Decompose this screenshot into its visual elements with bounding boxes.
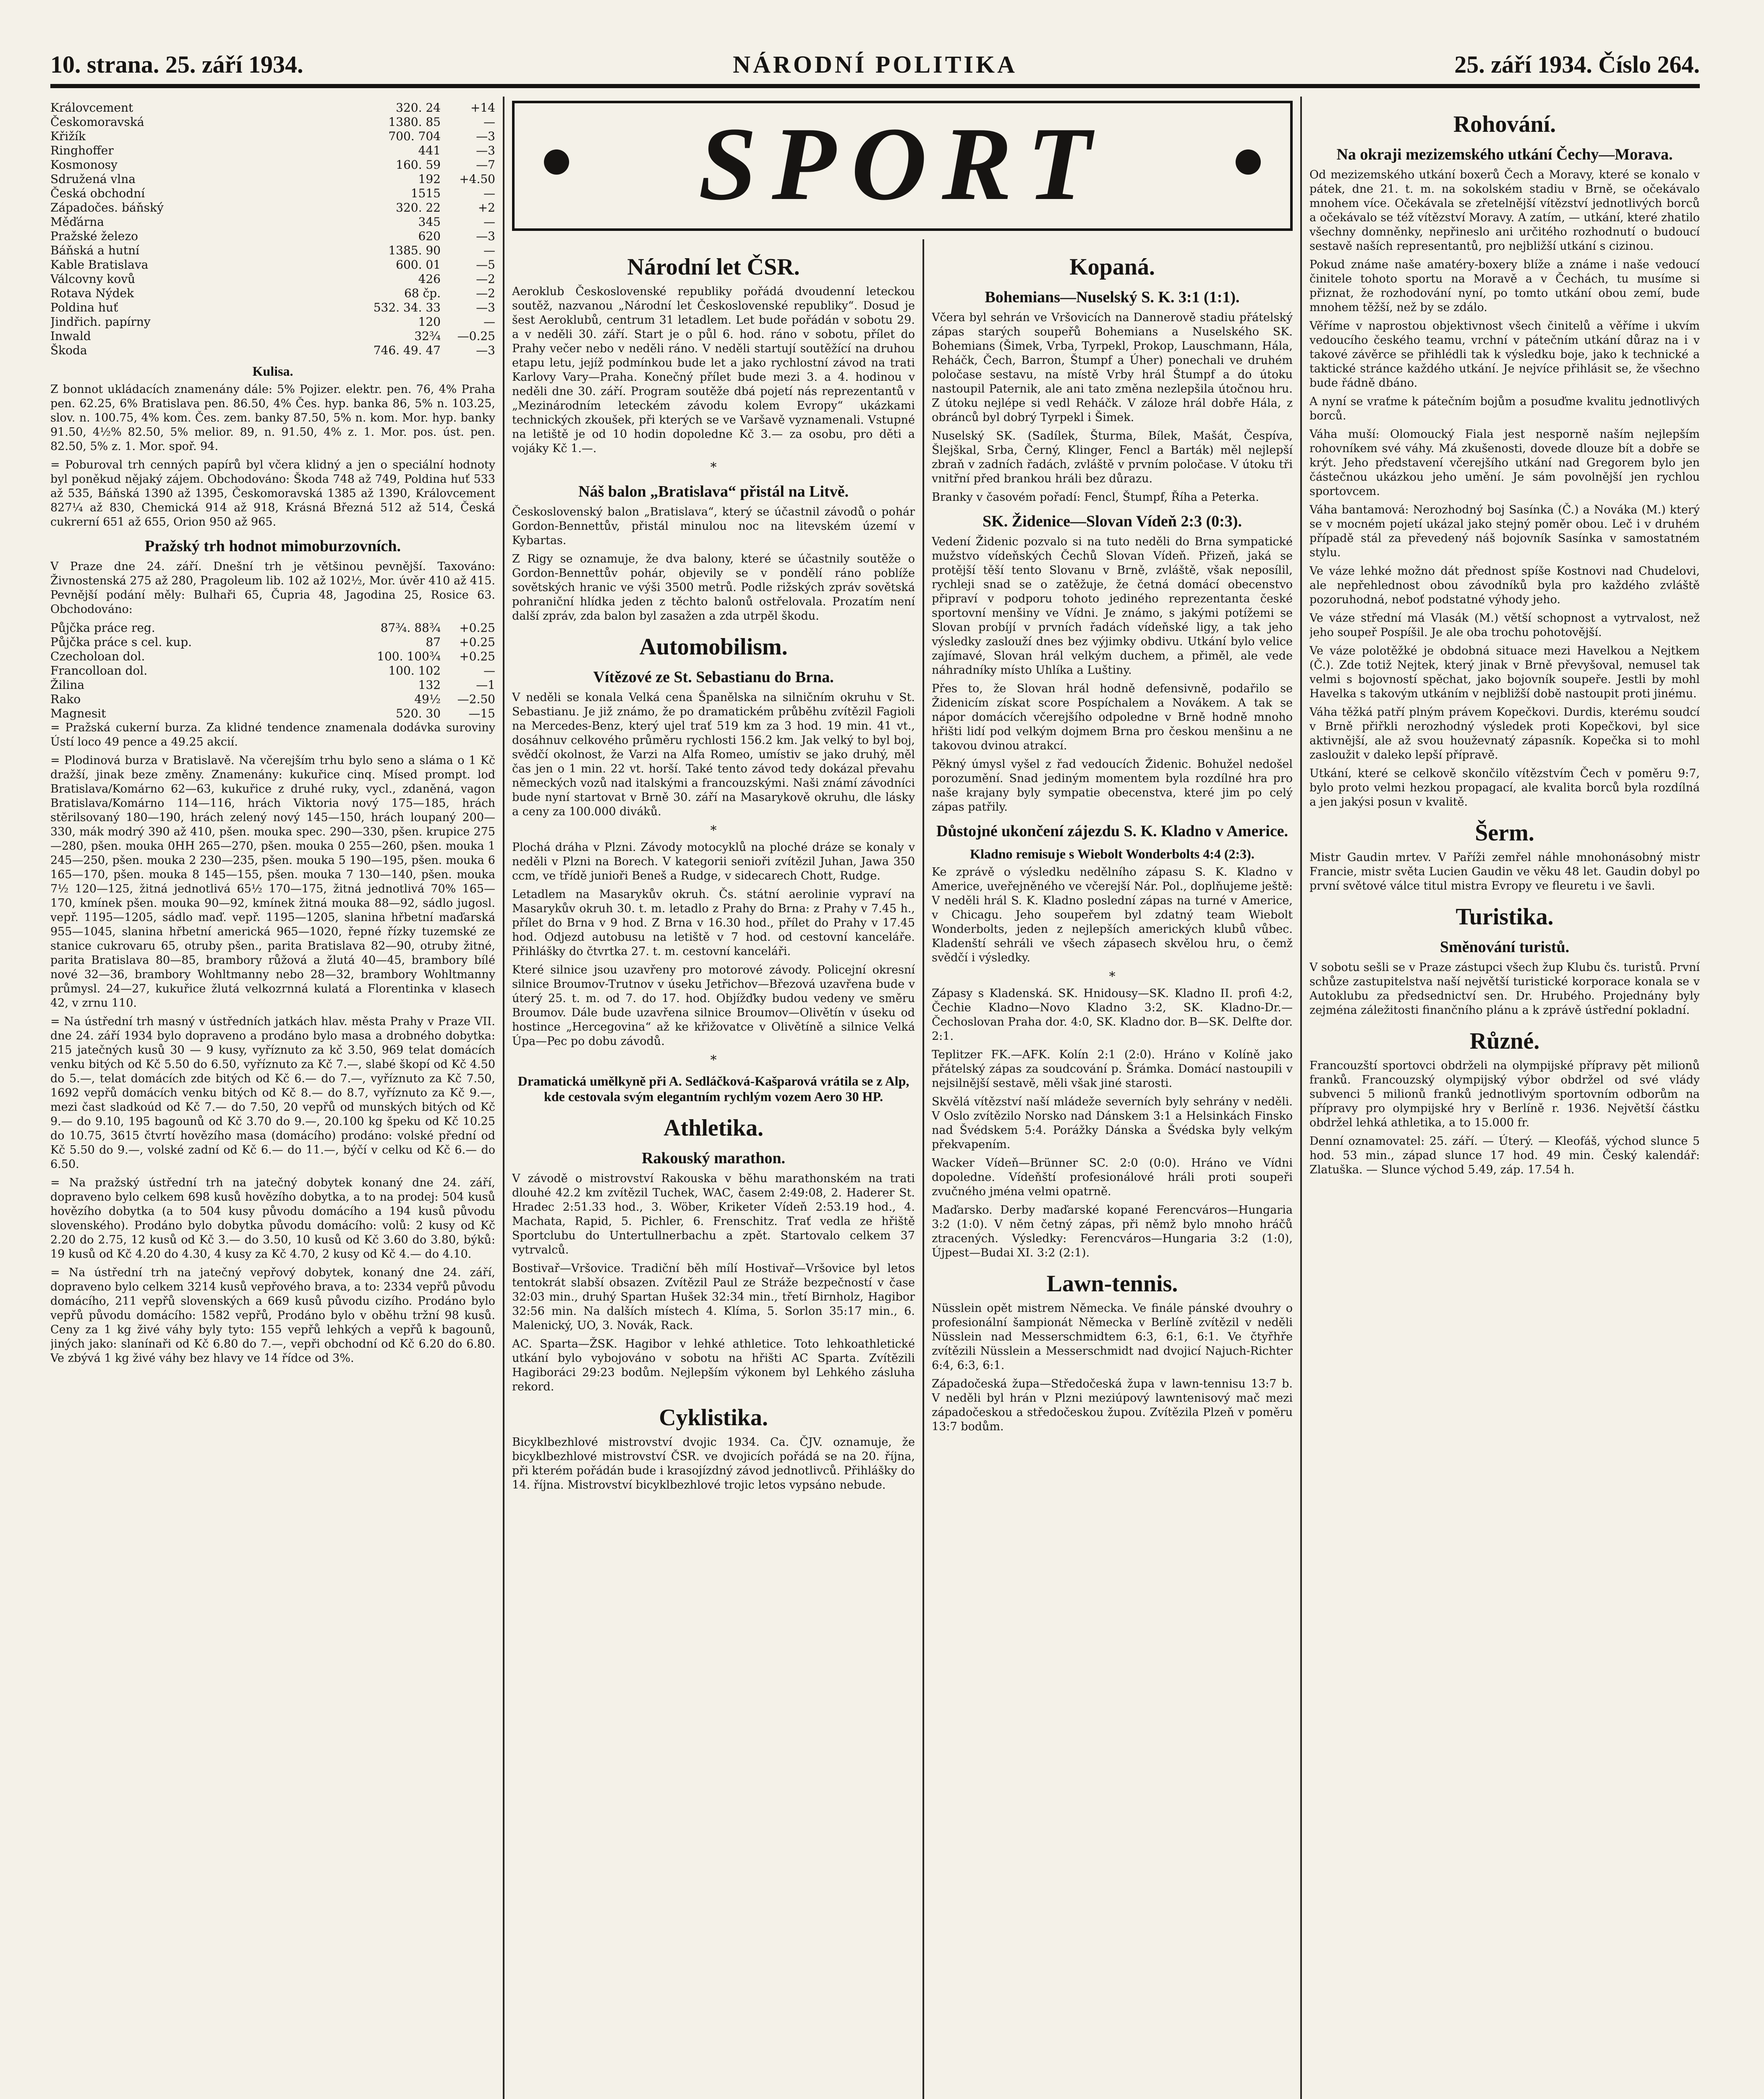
stock-change: — [483, 243, 495, 257]
stock-value: 160. 59 [396, 158, 441, 172]
stock-change: — [483, 186, 495, 200]
stock-change: +0.25 [459, 649, 495, 663]
table-row [50, 692, 495, 707]
stock-value: 120 [418, 315, 441, 329]
stock-change: +0.25 [459, 635, 495, 649]
article-paragraph: Váha bantamová: Nerozhodný boj Sasínka (Č.) a Nováka (M.) který se v mocném pojetí ukázal jako stejný poměr obou. Leč i v druhém případě stál za převedený náš bojovník Sasínka v samostatném stylu. [1309, 503, 1700, 559]
article-headline: Bohemians—Nuselský S. K. 3:1 (1:1). [985, 288, 1240, 306]
article-paragraph: V neděli se konala Velká cena Španělska na silničním okruhu v St. Sebastianu. Je již známo, že po dramatickém průběhu zvítězil Fagioli na Mercedes-Benz, který ujel trať 519 km za 3 hod. 19 min. 41 vt., dosáhnuv celkového průměru rychlosti 156.2 km. Jak velký to byl boj, svědčí okolnost, že Varzi na Alfa Romeo, umístiv se jako druhý, měl čas jen o 1 min. 22 vt. horší. Také tento závod tedy dokázal převahu německých vozů nad italskými a francouzskými. Naši známí závodníci bude nyní startovat v Brně 30. září na Masarykově okruhu, dle lásky a ceny za 100.000 diváků. [512, 691, 915, 818]
article-paragraph: Aeroklub Československé republiky pořádá dvoudenní leteckou soutěž, nazvanou „Národní let Československé republiky“. Dosud je šest Aeroklubů, centrum 31 letadlem. Let bude pořádán v sobotu 29. a v neděli 30. září. Start je o půl 6. hod. ráno v sobotu, přílet do Prahy večer nebo v neděli ráno. V neděli startují soutěžící na druhou etapu letu, jejíž podmínkou bude let a jako rychlostní závod na trati Karlovy Vary—Praha. Konečný přílet bude mezi 3. a 4. hodinou v neděli dne 30. září. Program soutěže dbá pojetí nás reprezentantů v „Mezinárodním leteckém závodu kolem Evropy“ ukázkami technických zkoušek, při kterých se ve Varšavě vyznamenali. Vstupné na letiště je od 10 hodin dopoledne Kč 3.— za osobu, pro děti a vojáky Kč 1.—. [512, 285, 915, 455]
article-paragraph: Váha těžká patří plným právem Kopečkovi. Durdis, kterému soudcí v Brně přiřkli nerozhodný výsledek proti Kopečkovi, byl sice aktivnější, ale až svou houževnatý zápasník. Kopečka si to mohl zasloužit v daleko lepší přípravě. [1309, 706, 1700, 762]
table-row [50, 649, 495, 664]
article-headline: Vítězové ze St. Sebastianu do Brna. [593, 668, 834, 686]
bullet-icon [544, 149, 569, 175]
stock-change: —1 [476, 678, 495, 692]
article-paragraph: Z bonnot ukládacích znamenány dále: 5% Pojizer. elektr. pen. 76, 4% Praha pen. 62.25, 6% Bratislava pen. 86.50, 4% Čes. hyp. banka 86, 5% n. 103.25, slov. n. 100.75, 4% kom. Čes. zem. banky 87.50, 5% n. kom. Mor. hyp. banky 91.50, 4½% 82.50, 5% melior. 89, n. 91.50, 4% z. 1. Mor. pos. úst. pen. 82.50, 5% z. 1. Mor. spoř. 94. [50, 383, 495, 453]
article-paragraph: Ve váze lehké možno dát přednost spíše Kostnovi nad Chudelovi, ale nepřehlednost obou závodníků byla pro každého zvláště pozoruhodná, neboť podstatné výhody jeho. [1309, 565, 1700, 606]
article-paragraph: Branky v časovém pořadí: Fencl, Štumpf, Říha a Peterka. [932, 491, 1259, 504]
article-headline: Směnování turistů. [1440, 938, 1570, 956]
stock-change: +4.50 [459, 172, 495, 186]
table-row [50, 664, 495, 678]
column-rule [1300, 97, 1302, 2099]
masthead [50, 46, 1700, 88]
stock-change: — [483, 115, 495, 129]
section-heading: Šerm. [1475, 820, 1534, 846]
stock-value: 192 [418, 172, 441, 186]
column-rule [503, 97, 504, 2099]
table-row [50, 286, 495, 301]
table-row [50, 158, 495, 172]
article-paragraph: Ke zprávě o výsledku nedělního zápasu S. K. Kladno v Americe, uveřejněného ve včerejší Nár. Pol., doplňujeme ještě: V neděli hrál S. K. Kladno poslední zápas na turné v Americe, v Chicagu. Jeho soupeřem byl zdatný team Wiebolt Wonderbolts, jeden z nejlepších amerických klubů vůbec. Kladenští sehráli ve všech zápasech skvělou hru, o čemž svědčí i výsledky. [932, 866, 1293, 964]
section-heading: Rohování. [1453, 111, 1556, 137]
newspaper-title: NÁRODNÍ POLITIKA [733, 51, 1017, 78]
article-paragraph: Francouzští sportovci obdrželi na olympijské přípravy pět milionů franků. Francouzský olympijský výbor obdržel od své vlády subvenci 5 milionů franků jednotlivým sportovním odborům na přípravy pro olympijské hry v Berlíně r. 1936. Největší částku obdržel lehká athletika, a to 15.000 fr. [1309, 1059, 1700, 1129]
article-paragraph: Plochá dráha v Plzni. Závody motocyklů na ploché dráze se konaly v neděli v Plzni na Borech. V kategorii senioři zvítězil Juhan, Jawa 350 ccm, ve třídě junioři Beneš a Rudge, v sidecarech Chott, Rudge. [512, 841, 915, 882]
article-subheadline: Kladno remisuje s Wiebolt Wonderbolts 4:4 (2:3). [970, 846, 1254, 861]
stock-change: —3 [476, 301, 495, 314]
stock-name: Půjčka práce s cel. kup. [50, 635, 192, 649]
article-paragraph: V sobotu sešli se v Praze zástupci všech žup Klubu čs. turistů. První schůze zastupitelstva naší největší turistické korporace konala se v Autoklubu za předsednictví sen. Dr. Hrubého. Projednány byly zejména záležitosti finančního plánu a k zprávě ústřední pokladní. [1309, 961, 1700, 1017]
article-paragraph: Ve váze střední má Vlasák (M.) větší schopnost a vytrvalost, než jeho soupeř Pospíšil. Je ale oba trochu pohotovější. [1309, 612, 1700, 639]
article-headline: Národní let ČSR. [627, 254, 800, 280]
stock-value: 100. 102 [388, 664, 441, 678]
article-paragraph: = Poburoval trh cenných papírů byl včera klidný a jen o speciální hodnoty byl poněkud nějaký zájem. Obchodováno: Škoda 748 až 749, Poldina huť 533 až 535, Báňská 1390 až 1395, Českomoravská 1385 až 1390, Královcement 827¼ až 830, Chemická 914 až 918, Krásná Březná 512 až 514, Česká cukrerní 651 až 655, Orion 950 až 965. [50, 458, 495, 529]
section-heading: Lawn-tennis. [1046, 1271, 1178, 1297]
article-paragraph: Ve váze polotěžké je obdobná situace mezi Havelkou a Nejtkem (Č.). Zde totiž Nejtek, který jinak v Brně převyšoval, nemusel tak velmi s bojovností spěchat, jako bojovník soupeře. Jestli by mohl Havelka s takovým utkáním v nejbližší době nastoupit proti jinému. [1309, 644, 1700, 700]
stock-change: —7 [476, 158, 495, 172]
stock-change: —2 [476, 272, 495, 286]
table-row [50, 115, 495, 129]
table-row [50, 201, 495, 215]
stock-name: Sdružená vlna [50, 172, 136, 186]
article-headline: SK. Židenice—Slovan Vídeň 2:3 (0:3). [983, 513, 1242, 530]
stock-value: 87¾. 88¾ [380, 621, 441, 635]
article-headline: Dramatická umělkyně při A. Sedláčková-Kašparová vrátila se z Alp, kde cestovala svým elegantním rychlým vozem Aero 30 HP. [517, 1073, 909, 1104]
table-row [50, 301, 495, 315]
stock-value: 700. 704 [388, 129, 441, 143]
article-paragraph: A nyní se vraťme k pátečním bojům a posuďme kvalitu jednotlivých borců. [1309, 395, 1700, 422]
table-row [50, 129, 495, 144]
article-paragraph: = Na pražský ústřední trh na jatečný dobytek konaný dne 24. září, dopraveno bylo celkem 698 kusů hovězího dobytka, a to na prodej: 504 kusů hovězího dobytka (a to 504 kusy původu domácího a 194 kusů původu slovenského). Prodáno bylo dobytka původu domácího: volů: 2 kusy od Kč 2.20 do 2.75, 12 kusů od Kč 3.— do 3.50, 10 kusů od Kč 3.60 do 3.80, býků: 19 kusů od Kč 4.20 do 4.30, 4 kusy za Kč 4.70, 2 kusy od Kč 4.— do 4.10. [50, 1176, 495, 1261]
stock-name: Královcement [50, 101, 133, 115]
stock-value: 100. 100¾ [377, 649, 441, 663]
stock-change: +0.25 [459, 621, 495, 635]
article-paragraph: Nüsslein opět mistrem Německa. Ve finále pánské dvouhry o profesionální šampionát Německa v Berlíně zvítězil v neděli Nüsslein nad Messerschmidtem 6:3, 6:1, 6:1. Ve čtyřhře zvítězili Nüsslein a Messerschmidt nad dvojicí Najuch-Richter 6:4, 6:3, 6:1. [932, 1302, 1293, 1372]
stock-change: —3 [476, 144, 495, 157]
stock-value: 1380. 85 [388, 115, 441, 129]
article-paragraph: Věříme v naprostou objektivnost všech činitelů a věříme i ukvím vedoucího českého teamu, vrchní v pátečním utkání důraz na i v takové závěrce se přihlédli tak k výsledku boje, jako k technické a taktické stránce každého utkání. Je nejvíce přihlásit se, že všechno bude řádně dbáno. [1309, 319, 1700, 390]
stock-name: Pražské železo [50, 229, 138, 243]
article-paragraph: AC. Sparta—ŽSK. Hagibor v lehké athletice. Toto lehkoathletické utkání bylo vybojováno v sobotu na hřišti AC Sparta. Zvítězili Hagiboráci 29:23 bodům. Nejlepším výkonem byl Lehkého zásluha rekord. [512, 1337, 915, 1393]
section-heading: Athletika. [664, 1115, 763, 1141]
article-paragraph: = Plodinová burza v Bratislavě. Na včerejším trhu bylo seno a sláma o 1 Kč dražší, jinak beze změny. Znamenány: kukuřice cinq. Mísed prompt. loď Bratislava/Komárno 62—63, kukuřice z druhé ruky, vycl., zdaněná, vagon Bratislava/Komárno 114—116, hrách Viktoria nový 175—185, hrách stěrilsovaný 180—190, hrách zelený nový 145—150, hrách loupaný 200—330, mák modrý 390 až 410, pšen. mouka spec. 290—330, pšen. krupice 275—280, pšen. mouka 0HH 265—270, pšen. mouka 0 255—260, pšen. mouka 1 245—250, pšen. mouka 2 230—235, pšen. mouka 5 190—195, pšen. mouka 6 165—170, pšen. mouka 8 145—155, pšen. mouka 7 130—140, pšen. mouka 7½ 120—125, žitná jednotlivá 65½ 170—175, žitná jednotlivá 70% 165—170, kmínek pšen. mouka 90—92, kmínek žitná mouka 88—92, sádlo jugosl. vepř. 1195—1205, sádlo maď. vepř. 1195—1205, slanina hřbetní maďarská 955—1045, slanina hřbetní americká 965—1020, řepné řízky tuzemské ze stanice cukrovaru 65, otruby pšen., parita Bratislava 82—90, otruby žitné, parita Bratislava 80—85, brambory růžová a žlutá 40—45, brambory bílé nové 32—36, brambory Wohltmanny nebo 28—32, brambory Wohltmanny průmysl. 24—27, kukuřice žlutá velkozrnná kulatá a Florentinka v klasech 42, v zrnu 110. [50, 754, 495, 1010]
table-row [50, 243, 495, 258]
table-row [50, 172, 495, 186]
table-row [50, 229, 495, 243]
article-paragraph: Československý balon „Bratislava“, který se účastnil závodů o pohár Gordon-Bennettův, přistál minulou noc na litevském území v Kybartas. [512, 505, 915, 547]
stock-name: Inwald [50, 329, 91, 343]
article-paragraph: Maďarsko. Derby maďarské kopané Ferencváros—Hungaria 3:2 (1:0). V něm četný zápas, při němž bylo mnoho hráčů ztracených. Výsledky: Ferencváros—Hungaria 3:2 (1:0), Újpest—Budai XI. 3:2 (2:1). [932, 1204, 1293, 1259]
article-headline: Náš balon „Bratislava“ přistál na Litvě. [578, 483, 849, 500]
stock-name: Půjčka práce reg. [50, 621, 155, 635]
stock-name: Rotava Nýdek [50, 286, 134, 300]
article-paragraph: Bicyklbezhlové mistrovství dvojic 1934. Ca. ČJV. oznamuje, že bicyklbezhlové mistrovství ČSR. ve dvojicích pořádá se na 20. října, při kterém pořádán bude i krasojízdný závod jednotlivců. Přihlášky do 14. října. Mistrovství bicyklbezhlové trojic letos vypsáno nebude. [512, 1436, 915, 1492]
stock-change: —3 [476, 343, 495, 357]
article-paragraph: Utkání, které se celkově skončilo vítězstvím Čech v poměru 9:7, bylo proto velmi hezkou propagací, ale kvalita borců byla rozdílná a jen jakýsi posun v kvalitě. [1309, 767, 1700, 809]
stock-name: Czecholoan dol. [50, 649, 145, 663]
table-row [50, 621, 495, 635]
stock-name: Česká obchodní [50, 186, 145, 200]
stock-change: — [483, 664, 495, 678]
article-paragraph: Západočeská župa—Středočeská župa v lawn-tennisu 13:7 b. V neděli byl hrán v Plzni meziúpový lawntenisový mač mezi západočeskou a středočeskou župou. Zvítězila Plzeň v poměru 13:7 bodům. [932, 1377, 1293, 1433]
article-paragraph: Které silnice jsou uzavřeny pro motorové závody. Policejní okresní silnice Broumov-Trutnov v úseku Jetřichov—Březová uzavřena bude v úterý 25. t. m. od 7. do 17. hod. Objížďky budou vedeny ve směru Broumov. Dále bude uzavřena silnice Broumov—Olivětín v úseku od hostince „Hercegovina“ až ke křižovatce v Olivětíně a silnice Velká Úpa—Pec po dobu závodů. [512, 963, 915, 1048]
article-paragraph: Nuselský SK. (Sadílek, Šturma, Bílek, Mašát, Čespíva, Šlejškal, Srba, Černý, Klinger, Fencl a Barták) měl nejlepší zbraň v zadních řadách, zvláště v prvním poločase. V útoku tři vnitřní před brankou hráli bez důrazu. [932, 429, 1293, 485]
stock-value: 520. 30 [396, 707, 441, 720]
article-paragraph: Pokud známe naše amatéry-boxery blíže a známe i naše vedoucí činitele tohoto sportu na Moravě a v Čechách, tu musíme si přiznat, že rozhodování nyní, po tomto utkání obou zemí, bude mnohem těžší, než by se zdálo. [1309, 258, 1700, 314]
article-paragraph: Přes to, že Slovan hrál hodně defensivně, podařilo se Židenicím získat score Pospíchalem a Novákem. A tak se nápor domácích včerejšího odpoledne v Brně hodně mnoho hřišti lidí pod velkým dojmem Brna pro českou menšinu a ne takovou dvinou atrakcí. [932, 682, 1293, 752]
stock-name: Magnesit [50, 707, 106, 720]
article-paragraph: Teplitzer FK.—AFK. Kolín 2:1 (2:0). Hráno v Kolíně jako přátelský zápas za soudcování p. Šrámka. Domácí nastoupili v nejsilnější sestavě, měli však jiné starosti. [932, 1048, 1293, 1090]
stock-change: — [483, 215, 495, 229]
table-row [50, 272, 495, 286]
article-paragraph: Vedení Židenic pozvalo si na tuto neděli do Brna sympatické mužstvo vídeňských Čechů Slovan Vídeň. Přizeň, jaká se protější těší tento Slovanu v Brně, zvláště, však neposílil, rychleji snad se o zatěžuje, že četná domácí obecenstvo připraví v podporu tohoto jediného reprezentanta české sportovní menšiny ve Vídni. Je známo, s jakými potížemi se Slovan probíjí v prvních řadách vídeňské ligy, a tak jeho výsledky zaslouží dnes bez výjimky obdivu. Utkání bylo velice zajímavé, Slovan hrál velkým duchem, a přiměl, ale vede náhradníky místo Uhlíka a Luštiny. [932, 535, 1293, 677]
sport-column-aviation: Národní let ČSR. Aeroklub Československé republiky pořádá dvoudenní leteckou soutěž, nazvanou „Národní let Československé republiky“. Dosud je šest Aeroklubů, centrum 31 letadlem. Let bude pořádán v sobotu 29. a v neděli 30. září. Start je o půl 6. hod. ráno v sobotu, přílet do Prahy večer nebo v neděli ráno. V neděli startují soutěžící na druhou etapu letu, jejíž podmínkou bude let a jako rychlostní závod na trati Karlovy Vary—Praha. Konečný přílet bude mezi 3. a 4. hodinou v neděli dne 30. září. Program soutěže dbá pojetí nás reprezentantů v „Mezinárodním leteckém závodu kolem Evropy“ ukázkami technických zkoušek, při kterých se ve Varšavě vyznamenali. Vstupné na letiště je od 10 hodin dopoledne Kč 3.— za osobu, pro děti a vojáky Kč 1.—. * Náš balon „Bratislava“ přistál na Litvě. Československý balon „Bratislava“, který se účastnil závodů o pohár Gordon-Bennettův, přistál minulou noc na litevském území v Kybartas. Z Rigy se oznamuje, že dva balony, které se účastnily soutěže o Gordon-Bennettův pohár, objevily se v pondělí ráno poblíže sovětských hranic ve výši 3500 metrů. Podle rižských zpráv sovětská pohraniční hlídka jeden z těchto balonů ostřelovala. Prozatím není další zpráv, zda balon byl zasažen a zda utrpěl škodu. Automobilism. Vítězové ze St. Sebastianu do Brna. V neděli se konala Velká cena Španělska na silničním okruhu v St. Sebastianu. Je již známo, že po dramatickém průběhu zvítězil Fagioli na Mercedes-Benz, který ujel trať 519 km za 3 hod. 19 min. 41 vt., dosáhnuv celkového průměru rychlosti 156.2 km. Jak velký to byl boj, svědčí okolnost, že Varzi na Alfa Romeo, umístiv se jako druhý, měl čas jen o 1 min. 22 vt. horší. Také tento závod tedy dokázal převahu německých vozů nad italskými a francouzskými. Naši známí závodníci bude nyní startovat v Brně 30. září na Masarykově okruhu, dle lásky a ceny za 100.000 diváků. * Plochá dráha v Plzni. Závody motocyklů na ploché dráze se konaly v neděli v Plzni na Borech. V kategorii senioři zvítězil Juhan, Jawa 350 ccm, ve třídě junioři Beneš a Rudge, v sidecarech Chott, Rudge. Letadlem na Masarykův okruh. Čs. státní aerolinie vypraví na Masarykův okruh 30. t. m. letadlo z Prahy do Brna: z Prahy v 7.45 h., přílet do Brna v 9 hod. Z Brna v 16.30 hod., přílet do Prahy v 17.45 hod. Odjezd autobusu na letiště v 7 hod. od cestovní kanceláře. Přihlášky do čtvrtka 27. t. m. cestovní kanceláři. Které silnice jsou uzavřeny pro motorové závody. Policejní okresní silnice Broumov-Trutnov v úseku Jetřichov—Březová uzavřena bude v úterý 25. t. m. od 7. do 17. hod. Objížďky budou vedeny ve směru Broumov. Dále bude uzavřena silnice Broumov—Olivětín v úseku od hostince „Hercegovina“ až ke křižovatce v Olivětíně a silnice Velká Úpa—Pec po dobu závodů. * Dramatická umělkyně při A. Sedláčková-Kašparová vrátila se z Alp, kde cestovala svým elegantním rychlým vozem Aero 30 HP. Athletika. Rakouský marathon. V závodě o mistrovství Rakouska v běhu marathonském na trati dlouhé 42.2 km zvítězil Tuchek, WAC, časem 2:49:08, 2. Haderer St. Hradec 2:51.33 hod., 3. Wöber, Kriketer Vídeň 2:53.19 hod., 4. Machata, Rapid, 5. Pichler, 6. Frenschitz. Trať vedla ze hřiště Sportclubu do Untertullnerbachu a zpět. Startovalo celkem 37 vytrvalců. Bostivař—Vršovice. Tradiční běh mílí Hostivař—Vršovice byl letos tentokrát slabší obsazen. Zvítězil Paul ze Stráže bezpečností v čase 32:03 min., druhý Spartan Hušek 32:34 min., třetí Birnholz, Hagibor 32:56 min. Na dalších místech 4. Klíma, 5. Sorlon 35:17 min., 6. Malenický, UO, 3. Novák, Rack. AC. Sparta—ŽSK. Hagibor v lehké athletice. Toto lehkoathletické utkání bylo vybojováno v sobotu na hřišti AC Sparta. Zvítězili Hagiboráci 29:23 bodům. Nejlepším výkonem byl Lehkého zásluha rekord. Cyklistika. Bicyklbezhlové mistrovství dvojic 1934. Ca. ČJV. oznamuje, že bicyklbezhlové mistrovství ČSR. ve dvojicích pořádá se na 20. října, při kterém pořádán bude i krasojízdný závod jednotlivců. Přihlášky do 14. října. Mistrovství bicyklbezhlové trojic letos vypsáno nebude. [512, 254, 915, 1492]
article-paragraph: Pěkný úmysl vyšel z řad vedoucích Židenic. Bohužel nedošel porozumění. Snad jediným momentem byla rozdílné hra pro naše krajany byly sympatie obecenstva, které jim po celý zápas patřily. [932, 758, 1293, 814]
stock-value: 746. 49. 47 [373, 343, 441, 357]
stock-name: Křižík [50, 129, 86, 143]
section-heading: Kulisa. [252, 364, 293, 379]
section-heading: Turistika. [1456, 904, 1554, 930]
table-row [50, 258, 495, 272]
stock-value: 620 [418, 229, 441, 243]
price-table [50, 621, 495, 721]
table-row [50, 635, 495, 649]
article-paragraph: Z Rigy se oznamuje, že dva balony, které se účastnily soutěže o Gordon-Bennettův pohár, objevily se v pondělí ráno poblíže sovětských hranic ve výši 3500 metrů. Podle rižských zpráv sovětská pohraniční hlídka jeden z těchto balonů ostřelovala. Prozatím není další zpráv, zda balon byl zasažen a zda utrpěl škodu. [512, 552, 915, 623]
table-row [50, 144, 495, 158]
page-number-date: 10. strana. 25. září 1934. [50, 51, 303, 78]
article-paragraph: Od mezizemského utkání boxerů Čech a Moravy, které se konalo v pátek, dne 21. t. m. na sokolském stadiu v Brně, se očekávalo mnohem více. Očekávala se zřetelnější vítězství jednotlivých borců a očekávalo se též vítězství Moravy. A zatím, — utkání, které zhatilo všechny domněnky, nepřineslo ani určitého rozhodnutí o budoucí sestavě naších representantů, pro nejbližší utkání s cizinou. [1309, 168, 1700, 253]
article-paragraph: V závodě o mistrovství Rakouska v běhu marathonském na trati dlouhé 42.2 km zvítězil Tuchek, WAC, časem 2:49:08, 2. Haderer St. Hradec 2:51.33 hod., 3. Wöber, Kriketer Vídeň 2:53.19 hod., 4. Machata, Rapid, 5. Pichler, 6. Frenschitz. Trať vedla ze hřiště Sportclubu do Untertullnerbachu a zpět. Startovalo celkem 37 vytrvalců. [512, 1172, 915, 1256]
sport-column-boxing [1309, 101, 1700, 2099]
stock-name: Válcovny kovů [50, 272, 136, 286]
article-headline: Pražský trh hodnot mimoburzovních. [144, 537, 401, 555]
stock-table [50, 101, 495, 358]
article-paragraph: Denní oznamovatel: 25. září. — Úterý. — Kleofáš, východ slunce 5 hod. 53 min., západ slunce 17 hod. 49 min. Český kalendář: Zlatuška. — Slunce východ 5.49, záp. 17.54 h. [1309, 1135, 1700, 1176]
article-paragraph: = Pražská cukerní burza. Za klidné tendence znamenala dodávka suroviny Ústí loco 49 pence a 49.25 akcií. [50, 721, 495, 749]
table-row [50, 215, 495, 229]
stock-value: 1515 [410, 186, 441, 200]
article-paragraph: Váha muší: Olomoucký Fiala jest nesporně naším nejlepším rohovníkem své váhy. Má zkušenosti, dovede dlouze bít a dobře se krýt. Jeho představení včerejšího utkání nad Gregorem bylo jen částečnou ukázkou jeho umění. Je sám povolnější jen rychlou sportovcem. [1309, 428, 1700, 498]
stock-change: —3 [476, 229, 495, 243]
table-row [50, 707, 495, 721]
stock-change: — [483, 315, 495, 329]
table-row [50, 329, 495, 343]
article-paragraph: = Na ústřední trh na jatečný vepřový dobytek, konaný dne 24. září, dopraveno bylo celkem 3214 kusů vepřového brava, a to: 2334 vepřů původu domácího, 211 vepřů slovenských a 669 kusů původu cizího. Prodáno bylo vepřů původu domácího: 1582 vepřů, Prodáno bylo v oběhu tržní 98 kusů. Ceny za 1 kg živé váhy byly tyto: 155 vepřů lehkých a vepřů k bagounů, jiných jako: slanínaři od Kč 6.80 do 7.—, vepři obchodní od Kč 6.20 do 6.80. Ve zbývá 1 kg živé váhy bez hlavy ve 14 řídce od 3%. [50, 1266, 495, 1365]
section-heading: Automobilism. [639, 634, 788, 660]
table-row [50, 101, 495, 115]
article-paragraph: Zápasy s Kladenská. SK. Hnidousy—SK. Kladno II. profi 4:2, Čechie Kladno—Novo Kladno 3:2, SK. Kladno-Dr.—Čechoslovan Praha dor. 4:0, SK. Kladno dor. B—SK. Delfte dor. 2:1. [932, 987, 1293, 1043]
stock-name: Západočes. báňský [50, 201, 164, 215]
stock-name: Báňská a hutní [50, 243, 140, 257]
stock-change: —2 [476, 286, 495, 300]
stock-value: 320. 24 [396, 101, 441, 115]
table-row [50, 678, 495, 692]
stock-name: Škoda [50, 343, 87, 357]
stock-name: Žilina [50, 678, 85, 692]
stock-value: 426 [418, 272, 441, 286]
stock-value: 32¾ [414, 329, 441, 343]
stock-change: +14 [470, 101, 495, 115]
article-paragraph: V Praze dne 24. září. Dnešní trh je většinou pevnější. Taxováno: Živnostenská 275 až 280, Pragoleum lib. 102 až 102½, Mor. úvěr 410 až 415. Pevnější podání měly: Bulhaři 65, Čupria 48, Jagodina 25, Rosice 63. Obchodováno: [50, 560, 495, 616]
stock-name: Kable Bratislava [50, 258, 149, 272]
stock-value: 532. 34. 33 [373, 301, 441, 314]
table-row [50, 315, 495, 329]
stock-change: —15 [468, 707, 495, 720]
stock-change: —2.50 [457, 692, 495, 706]
sport-banner [512, 101, 1293, 231]
issue-date-number: 25. září 1934. Číslo 264. [1454, 51, 1700, 78]
stock-name: Českomoravská [50, 115, 144, 129]
stock-value: 87 [426, 635, 441, 649]
stock-value: 49½ [414, 692, 441, 706]
stock-change: —0.25 [457, 329, 495, 343]
stock-value: 1385. 90 [388, 243, 441, 257]
article-paragraph: Skvělá vítězství naší mládeže severních byly sehrány v neděli. V Oslo zvítězilo Norsko nad Dánskem 3:1 a Helsinkách Finsko nad Švédskem 5:4. Porážky Dánska a Švédska byly velkým překvapením. [932, 1095, 1293, 1151]
section-heading: Cyklistika. [659, 1405, 768, 1431]
article-paragraph: Včera byl sehrán ve Vršovicích na Dannerově stadiu přátelský zápas starých soupeřů Bohemians a Nuselského SK. Bohemians (Šimek, Vrba, Tyrpekl, Prokop, Lauschmann, Hála, Reháčk, Čech, Barron, Štumpf a Úher) ponechali ve druhém poločase sestavu, na místě Vrby hrál Štumpf a do útoku nastoupil Paternik, ale ani tato změna nezlepšila útočnou hru. Z útoku nejlépe si vedl Reháčk. V záloze hrál dobře Hála, z obránců byl dobrý Tyrpekl i Šimek. [932, 311, 1293, 424]
article-paragraph: = Na ústřední trh masný v ústředních jatkách hlav. města Prahy v Praze VII. dne 24. září 1934 bylo dopraveno a prodáno bylo masa a drobného dobytka: 215 jatečných kusů 30 — 9 kusy, vyříznuto za kč 3.50, 969 telat domácích venku bitých od Kč 5.50 do 6.50, vyříznuto za Kč 7.—, slabé škopí od Kč 4.50 do 5.—, telat domácích zde bitých od Kč 6.— do 7.—, vyříznuto za Kč 7.50, 1692 vepřů domácích venku bitých od Kč 8.— do 8.7, vyříznuto za Kč 9.—, mezi čast sladkoúd od Kč 7.— do 7.50, 20 vepřů od munských bitých od Kč 9.— do 9.10, 195 bagounů od Kč 3.70 do 9.—, 20.100 kg špeku od Kč 10.25 do 10.75, 3615 čtvrtí hovězího masa (domácího) prodáno: volské přední od Kč 5.50 do 9.—, volské zadní od Kč 6.— do 11.—, býčí v celku od Kč 6.— do 6.50. [50, 1015, 495, 1171]
stock-change: +2 [478, 201, 495, 215]
stock-name: Poldina huť [50, 301, 118, 314]
article-paragraph: Mistr Gaudin mrtev. V Paříži zemřel náhle mnohonásobný mistr Francie, mistr světa Lucien Gaudin ve věku 48 let. Gaudin dobyl po první světové válce titul mistra Evropy ve fleuretu i ve šavli. [1309, 851, 1700, 892]
section-heading: Různé. [1469, 1028, 1540, 1054]
stock-value: 600. 01 [396, 258, 441, 272]
column-rule [923, 239, 924, 2099]
sport-banner-title: SPORT [698, 106, 1106, 222]
stock-value: 68 čp. [404, 286, 441, 300]
market-column [50, 101, 495, 2099]
stock-value: 320. 22 [396, 201, 441, 215]
stock-name: Kosmonosy [50, 158, 118, 172]
article-headline: Důstojné ukončení zájezdu S. K. Kladno v Americe. [936, 822, 1288, 840]
stock-change: —3 [476, 129, 495, 143]
stock-name: Francolloan dol. [50, 664, 148, 678]
stock-value: 441 [418, 144, 441, 157]
stock-value: 345 [418, 215, 441, 229]
table-row [50, 186, 495, 201]
article-headline: Rakouský marathon. [641, 1149, 786, 1167]
stock-name: Ringhoffer [50, 144, 114, 157]
article-paragraph: Wacker Vídeň—Brünner SC. 2:0 (0:0). Hráno ve Vídni dopoledne. Vídeňští profesionálové hráli proti soupeři zvučného jména velmi opatrně. [932, 1157, 1293, 1198]
stock-name: Jindřich. papírny [50, 315, 151, 329]
stock-change: —5 [476, 258, 495, 272]
article-headline: Na okraji mezizemského utkání Čechy—Morava. [1336, 146, 1673, 163]
table-row [50, 343, 495, 358]
stock-name: Měďárna [50, 215, 104, 229]
article-paragraph: Letadlem na Masarykův okruh. Čs. státní aerolinie vypraví na Masarykův okruh 30. t. m. letadlo z Prahy do Brna: z Prahy v 7.45 h., přílet do Brna v 9 hod. Z Brna v 16.30 hod., přílet do Prahy v 17.45 hod. Odjezd autobusu na letiště v 7 hod. od cestovní kanceláře. Přihlášky do čtvrtka 27. t. m. cestovní kanceláři. [512, 888, 915, 958]
bullet-icon [1236, 149, 1261, 175]
sport-column-football: Kopaná. Bohemians—Nuselský S. K. 3:1 (1:1). Včera byl sehrán ve Vršovicích na Dannerově stadiu přátelský zápas starých soupeřů Bohemians a Nuselského SK. Bohemians (Šimek, Vrba, Tyrpekl, Prokop, Lauschmann, Hála, Reháčk, Čech, Barron, Štumpf a Úher) ponechali ve druhém poločase sestavu, na místě Vrby hrál Štumpf a do útoku nastoupil Paternik, ale ani tato změna nezlepšila útočnou hru. Z útoku nejlépe si vedl Reháčk. V záloze hrál dobře Hála, z obránců byl dobrý Tyrpekl i Šimek. Nuselský SK. (Sadílek, Šturma, Bílek, Mašát, Čespíva, Šlejškal, Srba, Černý, Klinger, Fencl a Barták) měl nejlepší zbraň v zadních řadách, zvláště v prvním poločase. V útoku tři vnitřní před brankou hráli bez důrazu. Branky v časovém pořadí: Fencl, Štumpf, Říha a Peterka. SK. Židenice—Slovan Vídeň 2:3 (0:3). Vedení Židenic pozvalo si na tuto neděli do Brna sympatické mužstvo vídeňských Čechů Slovan Vídeň. Přizeň, jaká se protější těší tento Slovanu v Brně, zvláště, však neposílil, rychleji snad se o zatěžuje, že četná domácí obecenstvo připraví v podporu tohoto jediného reprezentanta české sportovní menšiny ve Vídni. Je známo, s jakými potížemi se Slovan probíjí v prvních řadách vídeňské ligy, a tak jeho výsledky zaslouží dnes bez výjimky obdivu. Utkání bylo velice zajímavé, Slovan hrál velkým duchem, a přiměl, ale vede náhradníky místo Uhlíka a Luštiny. Přes to, že Slovan hrál hodně defensivně, podařilo se Židenicím získat score Pospíchalem a Novákem. A tak se nápor domácích včerejšího odpoledne v Brně hodně mnoho hřišti lidí pod velkým dojmem Brna pro českou menšinu a ne takovou dvinou atrakcí. Pěkný úmysl vyšel z řad vedoucích Židenic. Bohužel nedošel porozumění. Snad jediným momentem byla rozdílné hra pro naše krajany byly sympatie obecenstva, které jim po celý zápas patřily. Důstojné ukončení zájezdu S. K. Kladno v Americe. Kladno remisuje s Wiebolt Wonderbolts 4:4 (2:3). Ke zprávě o výsledku nedělního zápasu S. K. Kladno v Americe, uveřejněného ve včerejší Nár. Pol., doplňujeme ještě: V neděli hrál S. K. Kladno poslední zápas na turné v Americe, v Chicagu. Jeho soupeřem byl zdatný team Wiebolt Wonderbolts, jeden z nejlepších amerických klubů vůbec. Kladenští sehráli ve všech zápasech skvělou hru, o čemž svědčí i výsledky. * Zápasy s Kladenská. SK. Hnidousy—SK. Kladno II. profi 4:2, Čechie Kladno—Novo Kladno 3:2, SK. Kladno-Dr.—Čechoslovan Praha dor. 4:0, SK. Kladno dor. B—SK. Delfte dor. 2:1. Teplitzer FK.—AFK. Kolín 2:1 (2:0). Hráno v Kolíně jako přátelský zápas za soudcování p. Šrámka. Domácí nastoupili v nejsilnější sestavě, měli však jiné starosti. Skvělá vítězství naší mládeže severních byly sehrány v neděli. V Oslo zvítězilo Norsko nad Dánskem 3:1 a Helsinkách Finsko nad Švédskem 5:4. Porážky Dánska a Švédska byly velkým překvapením. Wacker Vídeň—Brünner SC. 2:0 (0:0). Hráno ve Vídni dopoledne. Vídeňští profesionálové hráli proti soupeři zvučného jména velmi opatrně. Maďarsko. Derby maďarské kopané Ferencváros—Hungaria 3:2 (1:0). V něm četný zápas, při němž bylo mnoho hráčů ztracených. Výsledky: Ferencváros—Hungaria 3:2 (1:0), Újpest—Budai XI. 3:2 (2:1). Lawn-tennis. Nüsslein opět mistrem Německa. Ve finále pánské dvouhry o profesionální šampionát Německa v Berlíně zvítězil v neděli Nüsslein nad Messerschmidtem 6:3, 6:1, 6:1. Ve čtyřhře zvítězili Nüsslein a Messerschmidt nad dvojicí Najuch-Richter 6:4, 6:3, 6:1. Západočeská župa—Středočeská župa v lawn-tennisu 13:7 b. V neděli byl hrán v Plzni meziúpový lawntenisový mač mezi západočeskou a středočeskou župou. Zvítězila Plzeň v poměru 13:7 bodům. [932, 254, 1293, 1433]
stock-value: 132 [418, 678, 441, 692]
section-heading: Kopaná. [1069, 254, 1155, 280]
article-paragraph: Bostivař—Vršovice. Tradiční běh mílí Hostivař—Vršovice byl letos tentokrát slabší obsazen. Zvítězil Paul ze Stráže bezpečností v čase 32:03 min., druhý Spartan Hušek 32:34 min., třetí Birnholz, Hagibor 32:56 min. Na dalších místech 4. Klíma, 5. Sorlon 35:17 min., 6. Malenický, UO, 3. Novák, Rack. [512, 1262, 915, 1332]
stock-name: Rako [50, 692, 81, 706]
